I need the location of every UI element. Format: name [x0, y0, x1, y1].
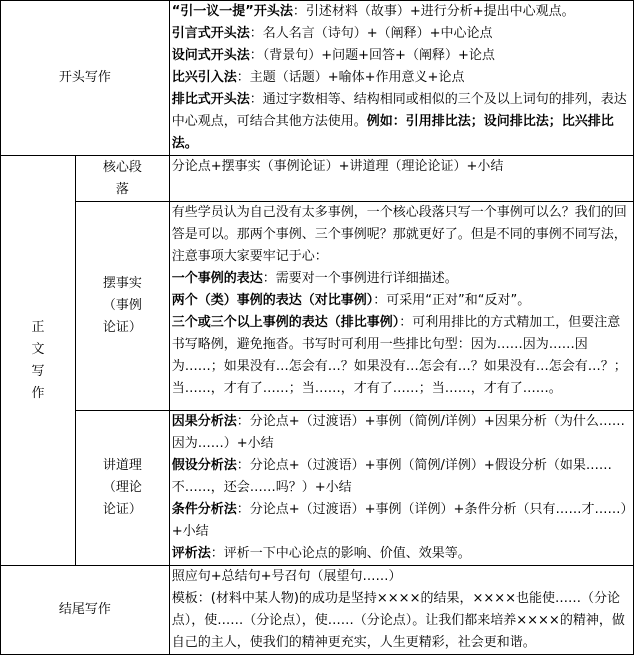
- opening-label: 开头写作: [1, 1, 170, 156]
- opening-method: 引言式开头法：名人名言（诗句）+（阐释）+中心论点: [171, 26, 493, 41]
- facts-label: 摆事实 （事例 论证）: [75, 202, 169, 411]
- reasoning-label: 讲道理 （理论 论证）: [75, 411, 169, 566]
- facts-content: [169, 202, 633, 411]
- opening-method: 排比式开头法：通过字数相等、结构相同或相似的三个及以上词句的排列，表达中心观点，可结合其他方法使用。例如：引用排比法；设问排比法；比兴排比法。: [171, 92, 627, 151]
- facts-one-example: 一个事例的表达：需要对一个事例进行详细描述。: [171, 271, 458, 286]
- opening-method: 设问式开头法：（背景句）+问题+回答+（阐释）+论点: [171, 48, 495, 63]
- reasoning-method: 假设分析法：分论点+（过渡语）+事例（简例/详例）+假设分析（如果……不……，还会……吗？）+小结: [171, 458, 612, 495]
- core-paragraph-content: 分论点+摆事实（事例论证）+讲道理（理论论证）+小结: [169, 156, 633, 202]
- body-writing-label: 正 文 写 作: [1, 156, 76, 566]
- ending-template: 模板：(材料中某人物)的成功是坚持××××的结果，××××也能使……（分论点），使……（分论点），使……（分论点）。让我们都来培养××××的精神，做自己的主人，使我们的精神更充实，人生更精彩，社会更和谐。: [171, 591, 625, 650]
- reasoning-content: [169, 411, 633, 566]
- reasoning-method: 因果分析法：分论点+（过渡语）+事例（简例/详例）+因果分析（为什么……因为……）+小结: [171, 414, 625, 451]
- ending-label: 结尾写作: [1, 566, 170, 655]
- ending-content: [169, 566, 633, 655]
- facts-two-examples: 两个（类）事例的表达（对比事例）：可采用“正对”和“反对”。: [171, 293, 531, 308]
- core-paragraph-label: 核心段 落: [75, 156, 169, 202]
- opening-method: “引一议一提”开头法：引述材料（故事）+进行分析+提出中心观点。: [171, 4, 575, 19]
- reasoning-method: 条件分析法：分论点+（过渡语）+事例（详例）+条件分析（只有……才……）+小结: [171, 502, 627, 539]
- ending-formula: 照应句+总结句+号召句（展望句……）: [171, 569, 402, 584]
- opening-method: 比兴引入法：主题（话题）+喻体+作用意义+论点: [171, 70, 465, 85]
- opening-content: [169, 1, 633, 156]
- facts-intro: 有些学员认为自己没有太多事例，一个核心段落只写一个事例可以么？我们的回答是可以。那两个事例、三个事例呢？那就更好了。但是不同的事例不同写法，注意事项大家要牢记于心：: [171, 205, 627, 264]
- reasoning-method: 评析法：评析一下中心论点的影响、价值、效果等。: [171, 546, 471, 561]
- facts-three-examples: 三个或三个以上事例的表达（排比事例）：可利用排比的方式精加工，但要注意书写略例，避免拖沓。书写时可利用一些排比句型：因为……因为……因为……；如果没有…怎会有…？如果没有…怎会有…？如果没有…怎会有…？；当……，才有了……；当……，才有了……；当……，才有了……。: [171, 315, 627, 396]
